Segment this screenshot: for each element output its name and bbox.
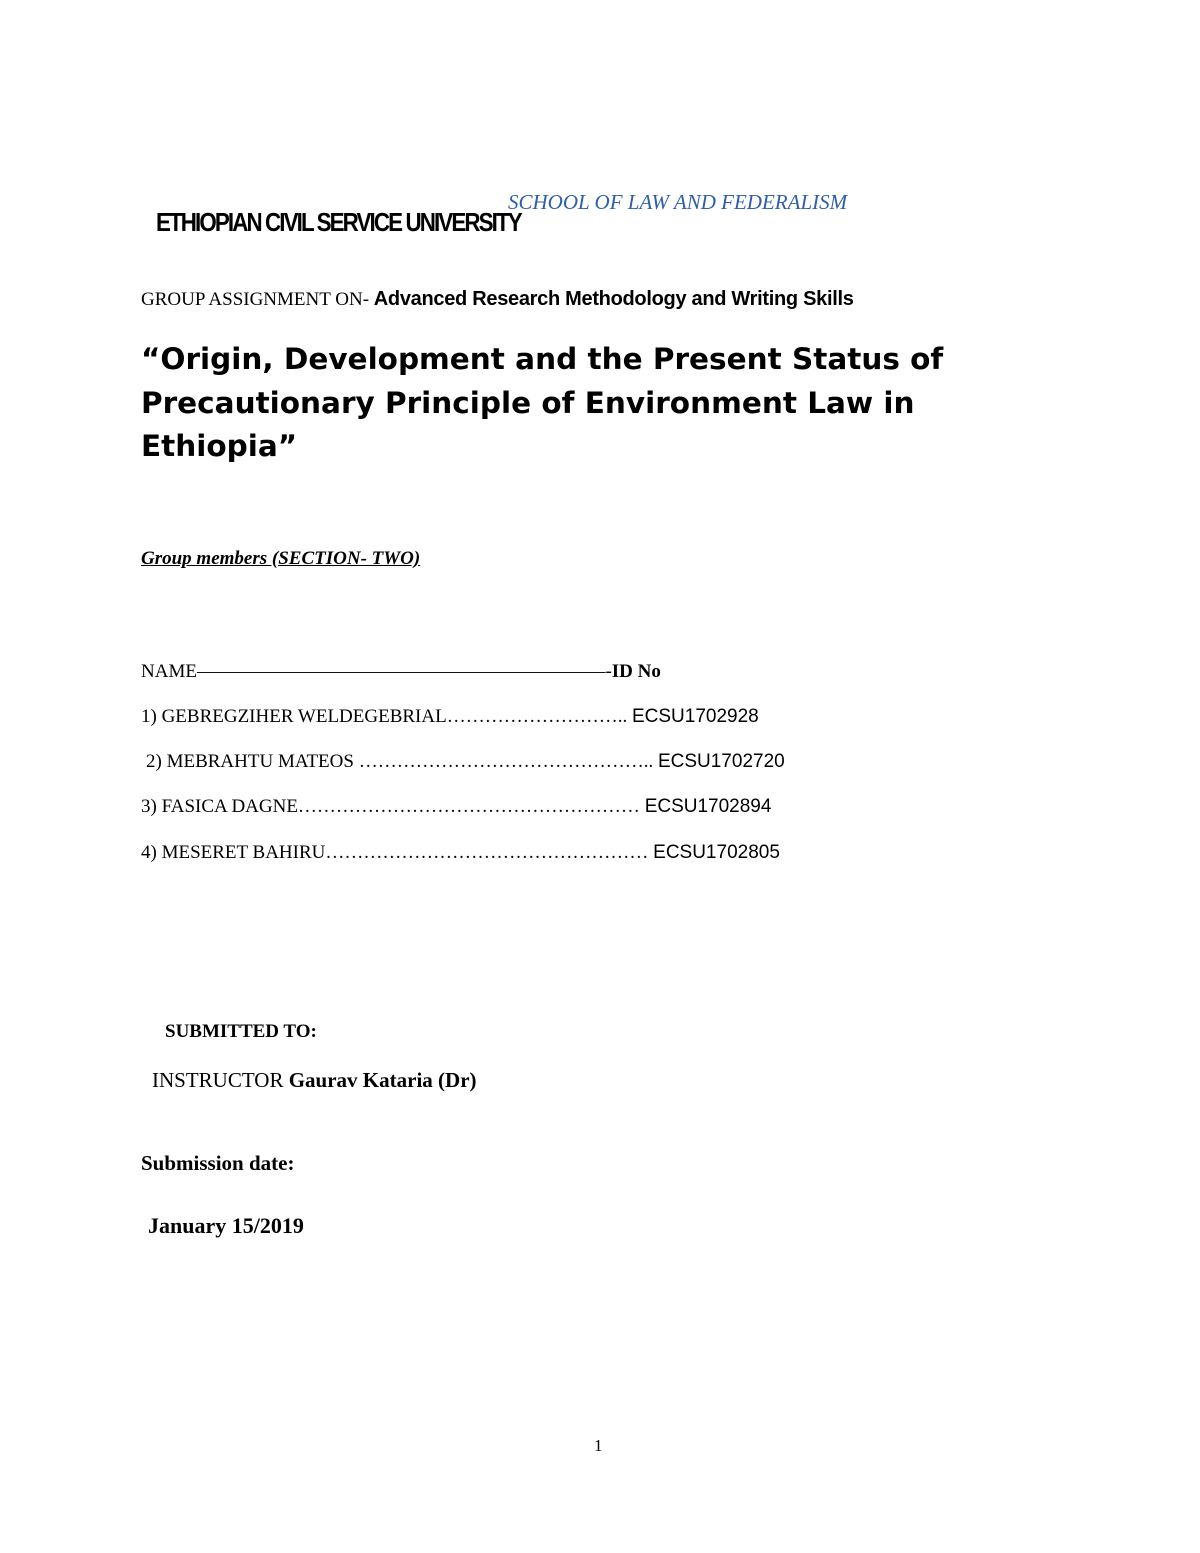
- instructor-line: [152, 1068, 477, 1093]
- member-id: ECSU1702720: [657, 751, 785, 772]
- page-number: 1: [594, 1436, 603, 1455]
- group-members-heading: Group members (SECTION- TWO): [141, 548, 421, 569]
- member-name: 3) FASICA DAGNE………………………………………………: [141, 796, 645, 817]
- name-column-label: NAME–––––––––––––––––––––––––––––––––––––––––––-: [141, 661, 612, 682]
- member-name: 2) MEBRAHTU MATEOS ………………………………………..: [146, 751, 658, 772]
- instructor-name: Gaurav Kataria (Dr): [288, 1068, 477, 1092]
- member-id: ECSU1702928: [631, 706, 759, 727]
- submission-date: January 15/2019: [148, 1213, 304, 1238]
- assignment-subject: Advanced Research Methodology and Writing Skills: [373, 288, 854, 310]
- assignment-line: [141, 288, 854, 311]
- submitted-to-label: SUBMITTED TO:: [165, 1021, 317, 1042]
- document-title: “Origin, Development and the Present Status of Precautionary Principle of Environment Law in Ethiopia”: [141, 342, 944, 463]
- member-row: [141, 706, 759, 728]
- submission-date-label: Submission date:: [141, 1151, 295, 1175]
- members-table-header: [141, 661, 661, 683]
- member-row: [141, 796, 771, 818]
- member-id: ECSU1702805: [653, 842, 780, 863]
- instructor-label: INSTRUCTOR: [152, 1068, 289, 1092]
- university-name: ETHIOPIAN CIVIL SERVICE UNIVERSITY: [156, 207, 521, 237]
- member-name: 4) MESERET BAHIRU……………………………………………: [141, 842, 654, 863]
- member-id: ECSU1702894: [644, 796, 772, 817]
- school-name: SCHOOL OF LAW AND FEDERALISM: [508, 190, 848, 214]
- assignment-prefix: GROUP ASSIGNMENT ON-: [141, 289, 374, 310]
- id-column-label: ID No: [611, 661, 661, 682]
- member-row: [141, 842, 780, 864]
- member-name: 1) GEBREGZIHER WELDEGEBRIAL………………………..: [141, 706, 632, 727]
- member-row: [146, 751, 785, 773]
